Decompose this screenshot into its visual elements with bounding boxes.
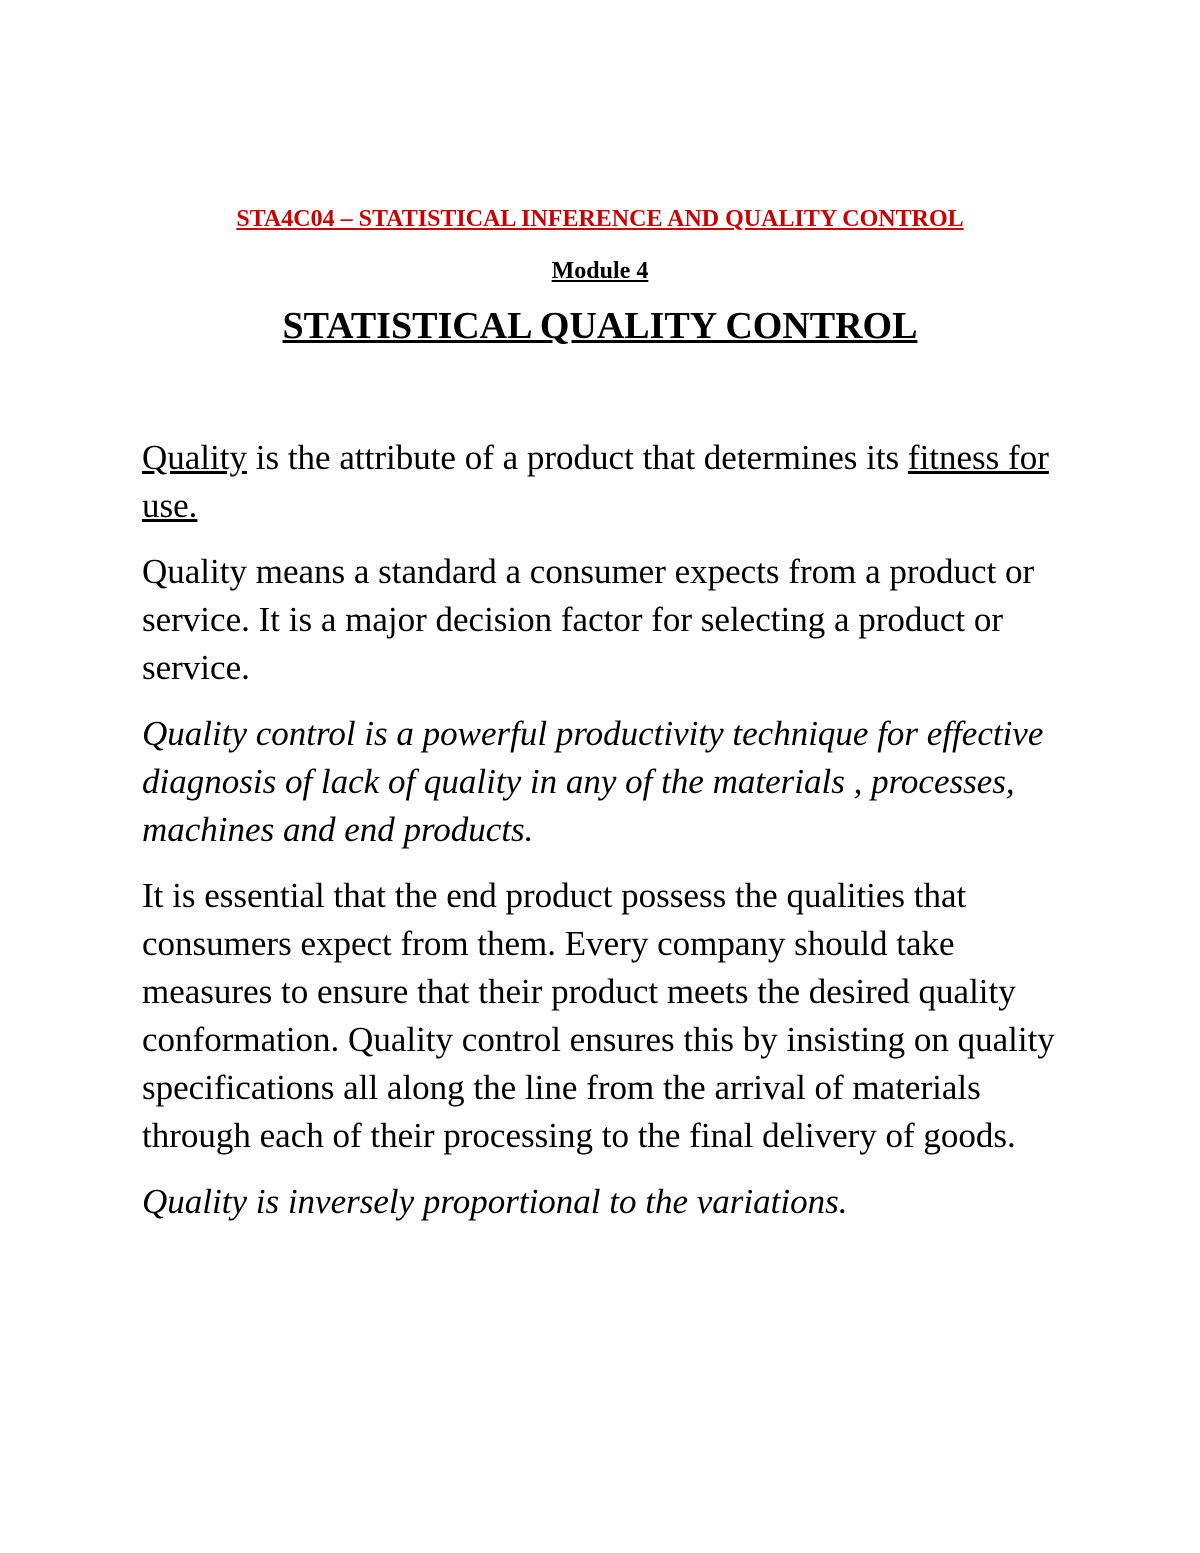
document-body [142,434,1092,1244]
term-quality: Quality [142,438,247,477]
module-label: Module 4 [551,258,649,284]
paragraph-quality-control-technique: Quality control is a powerful productivity technique for effective diagnosis of lack of quality in any of the materials , processes, machines and end products. [142,714,1044,849]
paragraph-quality-definition [142,434,1092,530]
definition-text: is the attribute of a product that determines its [246,438,908,477]
term-fitness-for-use: fitness for use. [142,438,1049,525]
paragraph-quality-variations: Quality is inversely proportional to the variations. [142,1182,848,1221]
main-heading: STATISTICAL QUALITY CONTROL [282,305,918,347]
paragraph-quality-standard: Quality means a standard a consumer expects from a product or service. It is a major decision factor for selecting a product or service. [142,552,1035,687]
course-title: STA4C04 – STATISTICAL INFERENCE AND QUALITY CONTROL [236,206,964,232]
paragraph-end-product-qualities: It is essential that the end product possess the qualities that consumers expect from them. Every company should take measures to ensure that their product meets the desired quality conformation. Quality control ensures this by insisting on quality specifications all along the line from the arrival of materials through each of their processing to the final delivery of goods. [142,876,1055,1155]
